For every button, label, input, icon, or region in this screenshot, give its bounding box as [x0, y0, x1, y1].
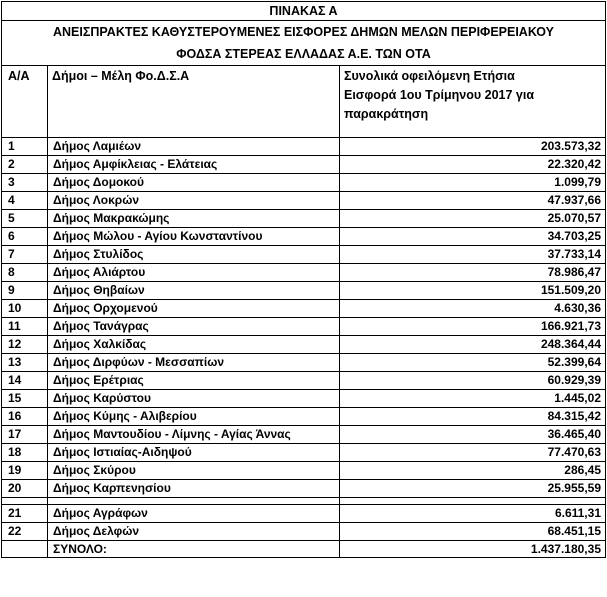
municipality-name: Δήμος Στυλίδος [48, 246, 340, 264]
total-row [2, 541, 606, 558]
subtitle-line-2: ΦΟΔΣΑ ΣΤΕΡΕΑΣ ΕΛΛΑΔΑΣ Α.Ε. ΤΩΝ ΟΤΑ [2, 43, 606, 66]
row-number: 17 [2, 426, 48, 444]
municipality-name: Δήμος Αμφίκλειας - Ελάτειας [48, 156, 340, 174]
amount-value: 68.451,15 [340, 523, 606, 541]
municipality-name: Δήμος Μαντουδίου - Λίμνης - Αγίας Άννας [48, 426, 340, 444]
municipality-name: Δήμος Δελφών [48, 523, 340, 541]
row-number: 9 [2, 282, 48, 300]
table-row [2, 354, 606, 372]
header-amount-line-3: παρακράτηση [344, 107, 429, 121]
row-number: 14 [2, 372, 48, 390]
spacer-cell [48, 498, 340, 505]
table-title: ΠΙΝΑΚΑΣ Α [2, 2, 606, 21]
amount-value: 1.445,02 [340, 390, 606, 408]
municipality-name: Δήμος Χαλκίδας [48, 336, 340, 354]
table-row [2, 408, 606, 426]
amount-value: 25.955,59 [340, 480, 606, 498]
row-number: 2 [2, 156, 48, 174]
document-sheet [1, 1, 606, 558]
table-title-row [2, 2, 606, 21]
subtitle-line-1: ΑΝΕΙΣΠΡΑΚΤΕΣ ΚΑΘΥΣΤΕΡΟΥΜΕΝΕΣ ΕΙΣΦΟΡΕΣ ΔΗΜΩΝ ΜΕΛΩΝ ΠΕΡΙΦΕΡΕΙΑΚΟΥ [2, 21, 606, 44]
table-row [2, 246, 606, 264]
amount-value: 248.364,44 [340, 336, 606, 354]
table-row [2, 192, 606, 210]
municipality-name: Δήμος Θηβαίων [48, 282, 340, 300]
spacer-cell [340, 498, 606, 505]
header-row [2, 66, 606, 138]
table-row [2, 336, 606, 354]
header-amount-line-2: Εισφορά 1ου Τρίμηνου 2017 για [344, 88, 535, 102]
amount-value: 52.399,64 [340, 354, 606, 372]
subtitle-row-2 [2, 43, 606, 66]
spacer-cell [2, 498, 48, 505]
municipality-name: Δήμος Δομοκού [48, 174, 340, 192]
table-row [2, 156, 606, 174]
row-number: 3 [2, 174, 48, 192]
row-number: 7 [2, 246, 48, 264]
row-number: 6 [2, 228, 48, 246]
table-row [2, 174, 606, 192]
subtitle-row-1 [2, 21, 606, 44]
municipality-name: Δήμος Κύμης - Αλιβερίου [48, 408, 340, 426]
row-number: 11 [2, 318, 48, 336]
municipality-name: Δήμος Καρύστου [48, 390, 340, 408]
row-number: 15 [2, 390, 48, 408]
amount-value: 60.929,39 [340, 372, 606, 390]
header-amount-line-1: Συνολικά οφειλόμενη Ετήσια [344, 69, 515, 83]
table-row [2, 505, 606, 523]
municipality-name: Δήμος Διρφύων - Μεσσαπίων [48, 354, 340, 372]
amount-value: 286,45 [340, 462, 606, 480]
amount-value: 6.611,31 [340, 505, 606, 523]
municipality-name: Δήμος Μώλου - Αγίου Κωνσταντίνου [48, 228, 340, 246]
amount-value: 84.315,42 [340, 408, 606, 426]
total-empty-cell [2, 541, 48, 558]
table-row [2, 282, 606, 300]
municipality-name: Δήμος Ορχομενού [48, 300, 340, 318]
header-aa: Α/Α [2, 66, 48, 138]
row-number: 16 [2, 408, 48, 426]
municipality-name: Δήμος Λαμιέων [48, 138, 340, 156]
table-row [2, 444, 606, 462]
row-number: 13 [2, 354, 48, 372]
table-row [2, 318, 606, 336]
amount-value: 25.070,57 [340, 210, 606, 228]
municipality-name: Δήμος Ιστιαίας-Αιδηψού [48, 444, 340, 462]
amount-value: 166.921,73 [340, 318, 606, 336]
row-number: 22 [2, 523, 48, 541]
municipality-name: Δήμος Καρπενησίου [48, 480, 340, 498]
row-number: 18 [2, 444, 48, 462]
row-number: 19 [2, 462, 48, 480]
table-row [2, 390, 606, 408]
table-row [2, 210, 606, 228]
amount-value: 77.470,63 [340, 444, 606, 462]
amount-value: 37.733,14 [340, 246, 606, 264]
table-row [2, 480, 606, 498]
table-row [2, 372, 606, 390]
municipality-name: Δήμος Αγράφων [48, 505, 340, 523]
amount-value: 151.509,20 [340, 282, 606, 300]
row-number: 12 [2, 336, 48, 354]
table-row [2, 228, 606, 246]
header-municipality: Δήμοι – Μέλη Φο.Δ.Σ.Α [48, 66, 340, 138]
row-number: 21 [2, 505, 48, 523]
table-row [2, 300, 606, 318]
header-amount [340, 66, 606, 138]
amount-value: 36.465,40 [340, 426, 606, 444]
municipality-name: Δήμος Σκύρου [48, 462, 340, 480]
row-number: 4 [2, 192, 48, 210]
municipality-name: Δήμος Λοκρών [48, 192, 340, 210]
total-amount: 1.437.180,35 [340, 541, 606, 558]
spacer-row [2, 498, 606, 505]
municipality-name: Δήμος Αλιάρτου [48, 264, 340, 282]
amount-value: 203.573,32 [340, 138, 606, 156]
table-row [2, 426, 606, 444]
amount-value: 1.099,79 [340, 174, 606, 192]
amount-value: 4.630,36 [340, 300, 606, 318]
row-number: 5 [2, 210, 48, 228]
municipality-name: Δήμος Ερέτριας [48, 372, 340, 390]
table-row [2, 523, 606, 541]
total-label: ΣΥΝΟΛΟ: [48, 541, 340, 558]
row-number: 8 [2, 264, 48, 282]
row-number: 1 [2, 138, 48, 156]
municipality-name: Δήμος Μακρακώμης [48, 210, 340, 228]
row-number: 20 [2, 480, 48, 498]
amount-value: 22.320,42 [340, 156, 606, 174]
table-row [2, 138, 606, 156]
amount-value: 47.937,66 [340, 192, 606, 210]
amount-value: 78.986,47 [340, 264, 606, 282]
amount-value: 34.703,25 [340, 228, 606, 246]
table-row [2, 264, 606, 282]
municipality-name: Δήμος Τανάγρας [48, 318, 340, 336]
row-number: 10 [2, 300, 48, 318]
contributions-table [1, 1, 606, 558]
table-row [2, 462, 606, 480]
